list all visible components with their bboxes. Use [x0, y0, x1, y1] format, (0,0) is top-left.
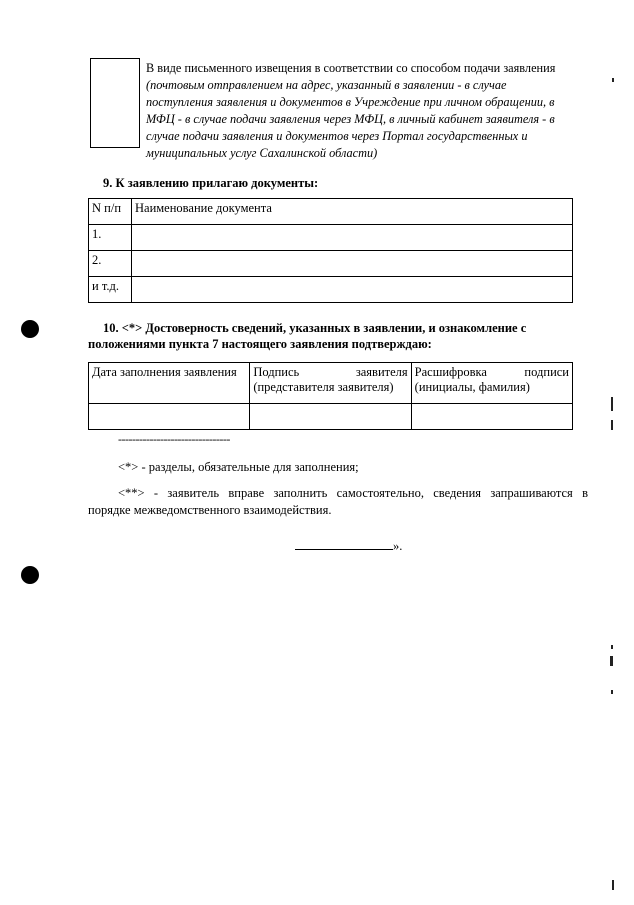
- footnote-optional: [88, 485, 588, 519]
- signature-close: ».: [393, 539, 403, 553]
- scan-speck: [612, 78, 614, 82]
- section-9-title: 9. К заявлению прилагаю документы:: [103, 176, 319, 190]
- header-signature-decoding: Расшифровка подписи (инициалы, фамилия): [411, 363, 572, 404]
- header-signature: Подпись заявителя (представителя заявителя): [250, 363, 411, 404]
- notice-detail: (почтовым отправлением на адрес, указанный в заявлении - в случае поступления заявления и документов в Учреждение при личном обращении, в МФЦ - в случае подачи заявления через МФЦ, в личный кабинет заявителя - в случае подачи заявления и документов через Портал государственных и муниципальных услуг Сахалинской области): [146, 78, 555, 160]
- section-10-title-line1: 10. <*> Достоверность сведений, указанных в заявлении, и ознакомление с: [103, 321, 527, 335]
- row-document-field[interactable]: [132, 277, 573, 303]
- footnote-optional-line1: <**> - заявитель вправе заполнить самостоятельно, сведения запрашиваются в: [118, 486, 588, 500]
- notice-text: [146, 60, 576, 162]
- confirmation-table: [88, 362, 573, 430]
- punch-hole-top: [21, 320, 39, 338]
- row-document-field[interactable]: [132, 225, 573, 251]
- row-number: 2.: [89, 251, 132, 277]
- scan-speck: [610, 656, 613, 666]
- footnote-optional-line2: порядке межведомственного взаимодействия.: [88, 503, 332, 517]
- signature-blank[interactable]: [295, 538, 393, 550]
- scan-speck: [611, 397, 613, 411]
- table-row: [89, 225, 573, 251]
- table-row: [89, 251, 573, 277]
- scan-speck: [611, 420, 613, 430]
- section-10-title: [88, 320, 578, 352]
- signature-line: [295, 538, 402, 554]
- signature-decoding-field[interactable]: [411, 404, 572, 430]
- section-10-title-line2: положениями пункта 7 настоящего заявления подтверждаю:: [88, 337, 432, 351]
- scan-speck: [611, 690, 613, 694]
- header-number: N п/п: [89, 199, 132, 225]
- signature-field[interactable]: [250, 404, 411, 430]
- footnote-required: <*> - разделы, обязательные для заполнения;: [118, 460, 359, 474]
- row-document-field[interactable]: [132, 251, 573, 277]
- table-row: [89, 404, 573, 430]
- notice-checkbox[interactable]: [90, 58, 140, 148]
- footnote-separator: --------------------------------: [118, 432, 230, 446]
- header-document-name: Наименование документа: [132, 199, 573, 225]
- header-fill-date: Дата заполнения заявления: [89, 363, 250, 404]
- table-header-row: [89, 363, 573, 404]
- scan-speck: [611, 645, 613, 649]
- table-header-row: [89, 199, 573, 225]
- documents-table: [88, 198, 573, 303]
- row-number: и т.д.: [89, 277, 132, 303]
- scan-speck: [612, 880, 614, 890]
- punch-hole-bottom: [21, 566, 39, 584]
- row-number: 1.: [89, 225, 132, 251]
- table-row: [89, 277, 573, 303]
- fill-date-field[interactable]: [89, 404, 250, 430]
- notice-lead: В виде письменного извещения в соответствии со способом подачи заявления: [146, 61, 556, 75]
